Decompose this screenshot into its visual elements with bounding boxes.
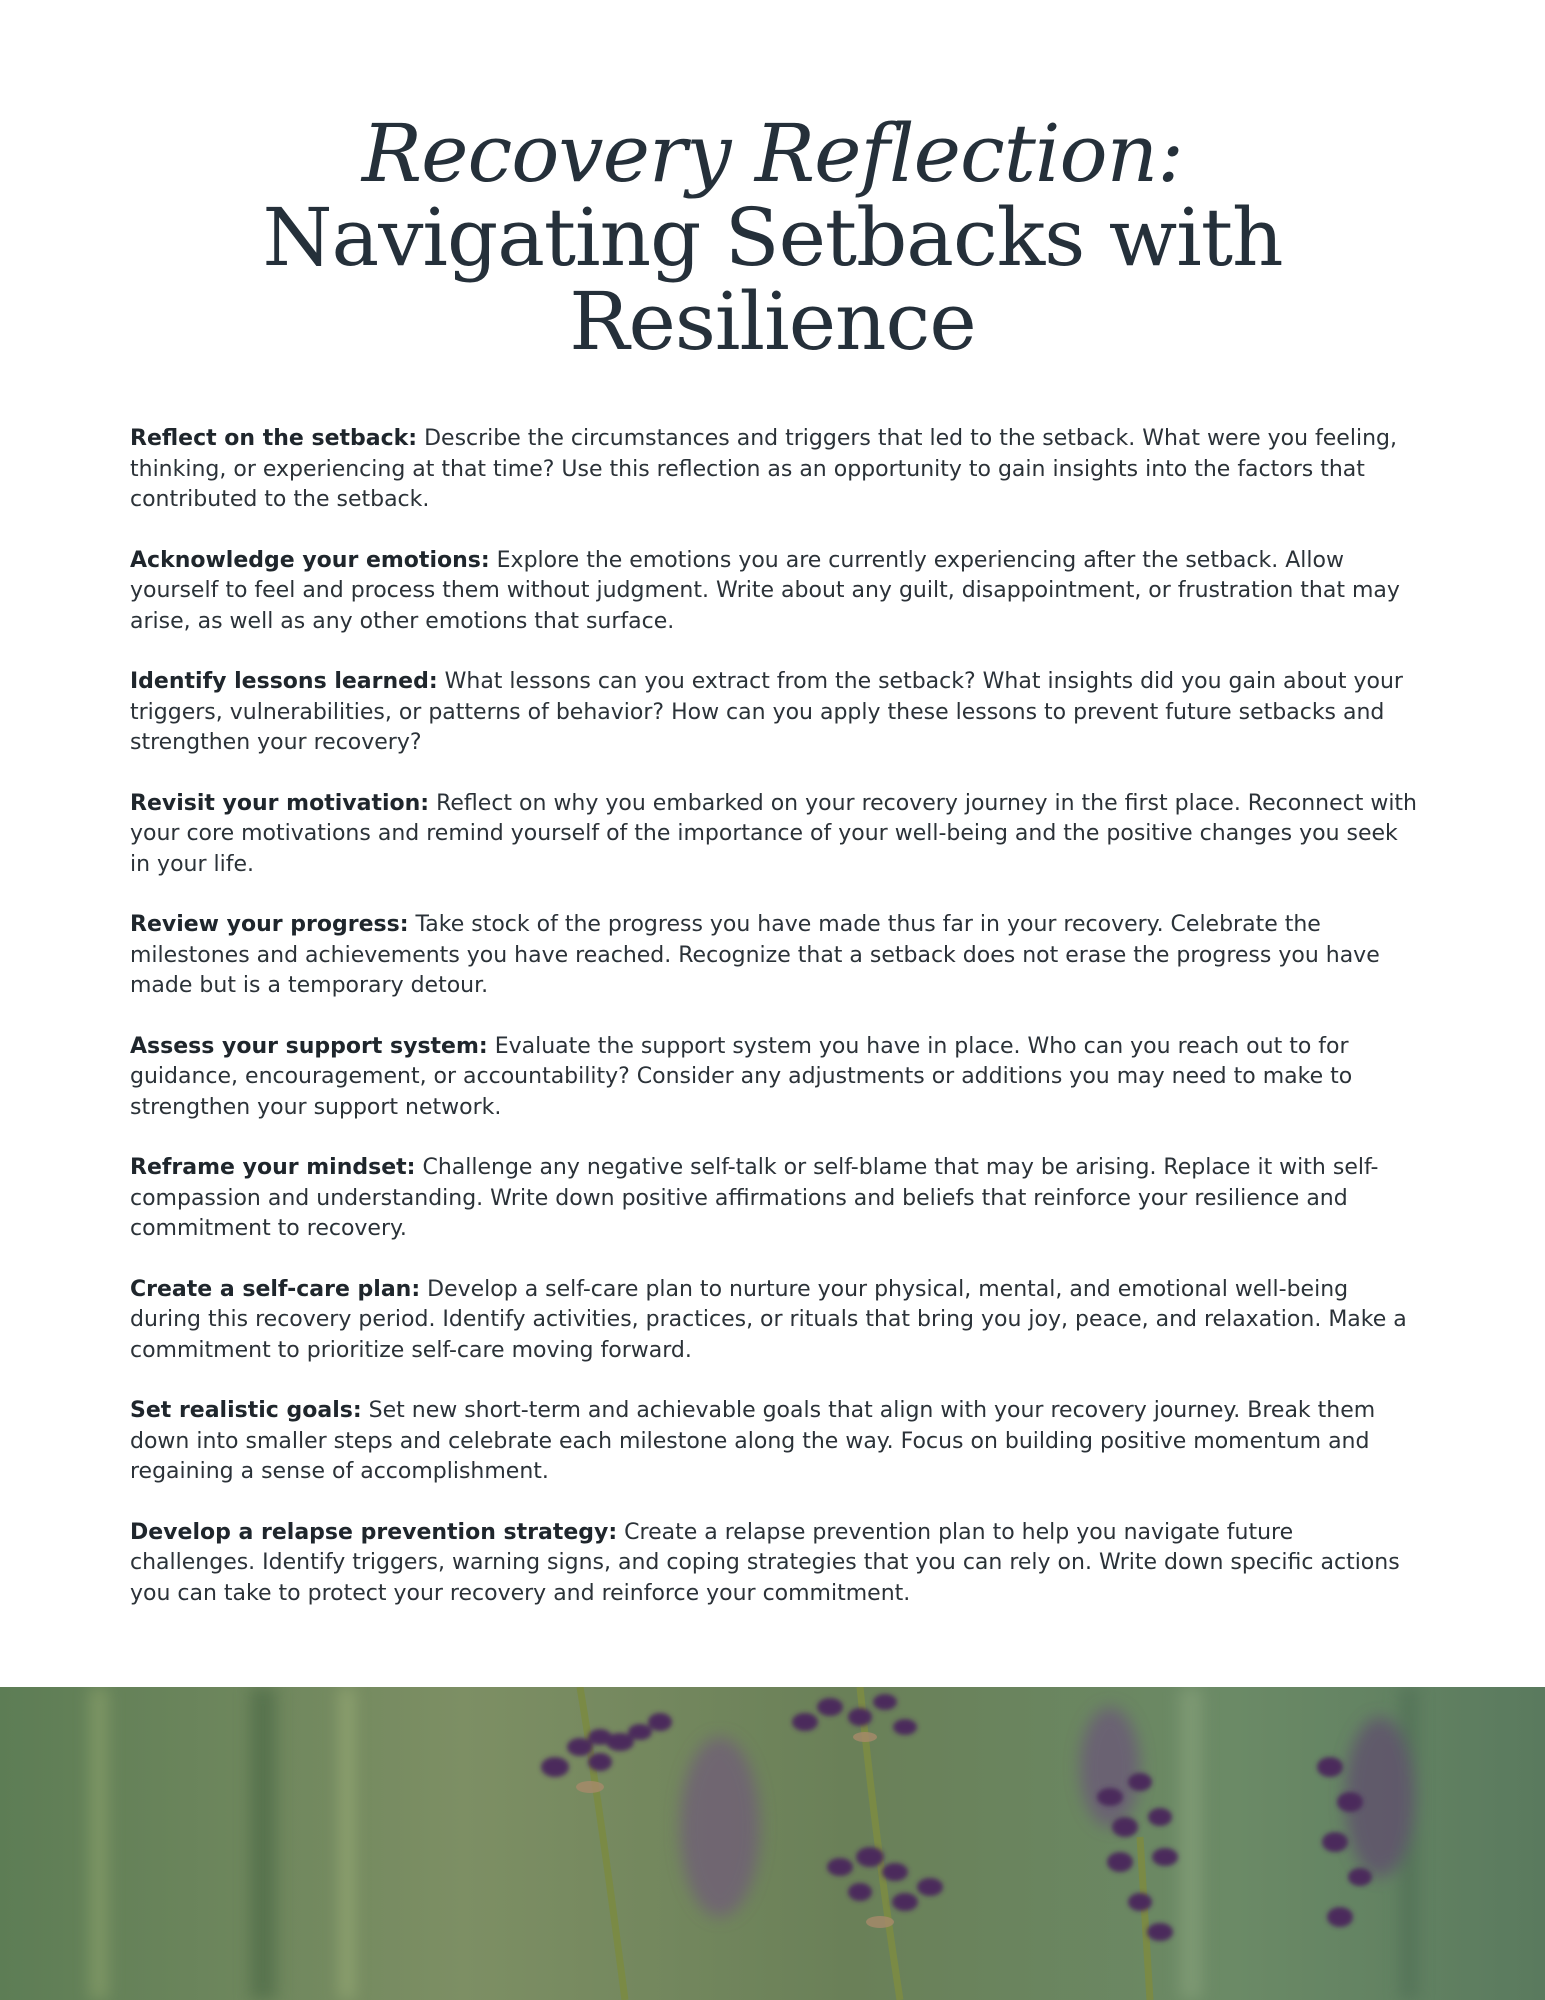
item-text: Evaluate the support system you have in place. Who can you reach out to for guidance, encouragement, or accountability? Consider any adjustments or additions you may need to make to strengthen your support network. [130,1033,1353,1120]
list-item [130,424,1420,516]
item-label: Acknowledge your emotions: [130,547,490,573]
item-text: Set new short-term and achievable goals that align with your recovery journey. Break them down into smaller steps and celebrate each milestone along the way. Focus on building positive momentum and regaining a sense of accomplishment. [130,1398,1376,1484]
list-item [130,789,1420,881]
item-label: Create a self-care plan: [130,1276,421,1302]
item-label: Review your progress: [130,912,409,937]
item-text: Explore the emotions you are currently experiencing after the setback. Allow yourself to feel and process them without judgment. Write about any guilt, disappointment, or frustration that may arise, as well as any other emotions that surface. [130,547,1400,634]
item-label: Revisit your motivation: [130,790,430,816]
list-item [130,1396,1420,1488]
item-label: Develop a relapse prevention strategy: [130,1519,618,1545]
list-item [130,667,1420,759]
list-item [130,1518,1420,1610]
reflection-list [130,424,1420,1639]
lavender-flowers-icon [0,1687,1545,2000]
list-item [130,1032,1420,1124]
item-text: Describe the circumstances and triggers that led to the setback. What were you feeling, thinking, or experiencing at that time? Use this reflection as an opportunity to gain insights into the factors that contributed to the setback. [130,426,1397,512]
item-text: Develop a self-care plan to nurture your physical, mental, and emotional well-being during this recovery period. Identify activities, practices, or rituals that bring you joy, peace, and relaxation. Make a commitment to prioritize self-care moving forward. [130,1276,1407,1363]
item-text: Reflect on why you embarked on your recovery journey in the first place. Reconnect with your core motivations and remind yourself of the importance of your well-being and the positive changes you seek in your life. [130,790,1418,877]
title-line-3: Resilience [569,275,976,368]
item-label: Reflect on the setback: [130,426,418,451]
list-item [130,910,1420,1002]
item-label: Set realistic goals: [130,1398,362,1423]
item-label: Reframe your mindset: [130,1155,416,1180]
page-title [0,107,1545,368]
item-label: Identify lessons learned: [130,669,438,694]
title-line-1: Recovery Reflection: [361,107,1184,200]
item-text: Challenge any negative self-talk or self-blame that may be arising. Replace it with self-compassion and understanding. Write down positive affirmations and beliefs that reinforce your resilience and commitment to recovery. [130,1155,1379,1241]
item-text: What lessons can you extract from the setback? What insights did you gain about your triggers, vulnerabilities, or patterns of behavior? How can you apply these lessons to prevent future setbacks and strengthen your recovery? [130,669,1403,755]
item-text: Take stock of the progress you have made thus far in your recovery. Celebrate the milestones and achievements you have reached. Recognize that a setback does not erase the progress you have made but is a temporary detour. [130,912,1380,998]
list-item [130,1275,1420,1367]
item-text: Create a relapse prevention plan to help you navigate future challenges. Identify triggers, warning signs, and coping strategies that you can rely on. Write down specific actions you can take to protect your recovery and reinforce your commitment. [130,1519,1400,1606]
item-label: Assess your support system: [130,1033,488,1059]
lavender-photo [0,1687,1545,2000]
list-item [130,546,1420,638]
list-item [130,1153,1420,1245]
title-line-2: Navigating Setbacks with [262,191,1283,284]
